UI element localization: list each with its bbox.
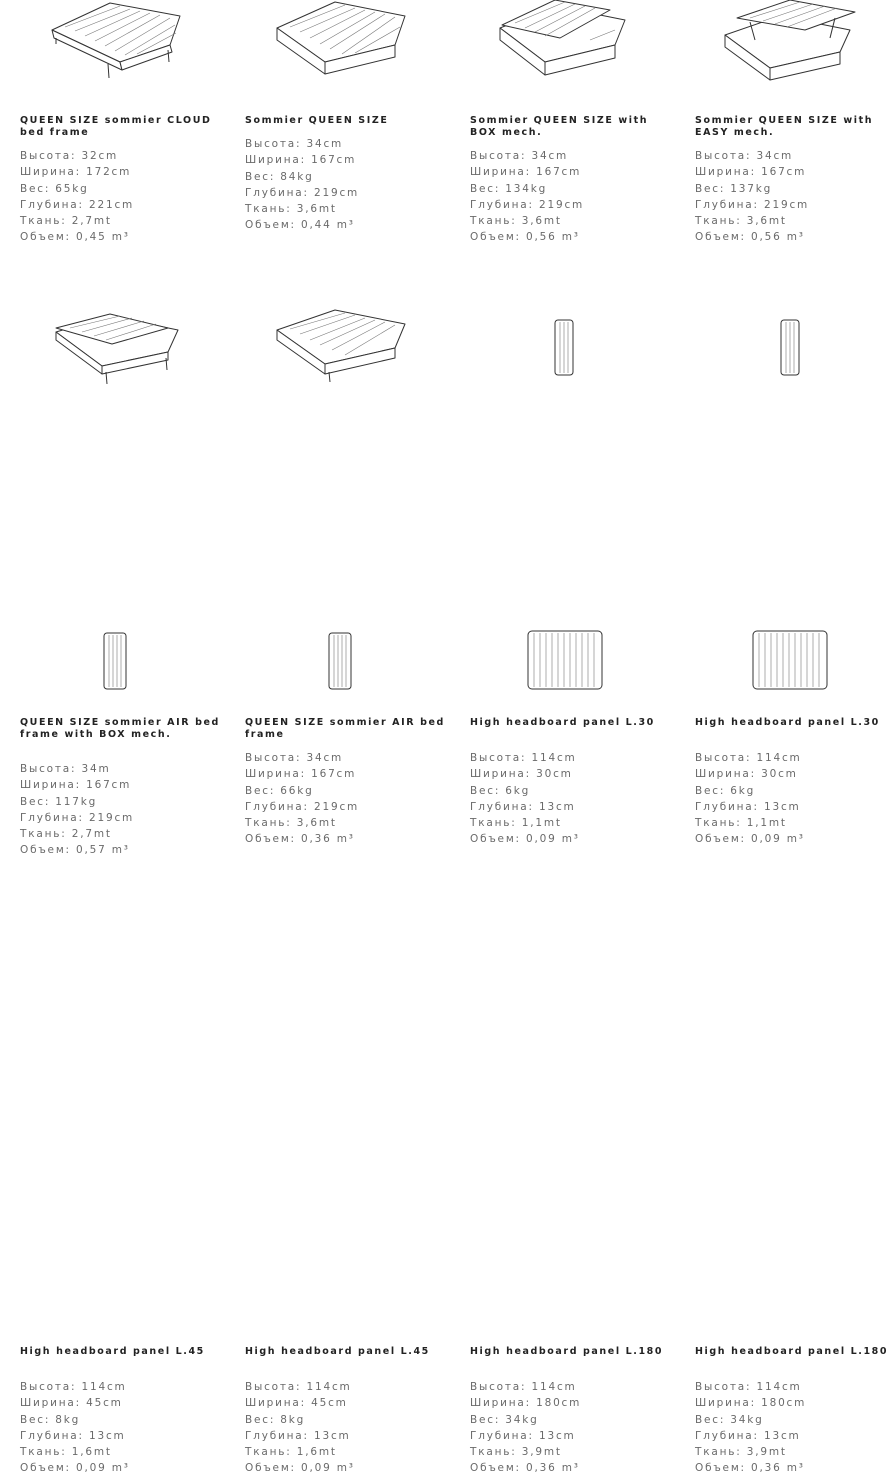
headboard-panel-medium-icon: [20, 615, 230, 725]
spec-depth: Глубина: 13cm: [20, 1429, 126, 1442]
spec-height: Высота: 34cm: [470, 150, 569, 162]
spec-weight: Вес: 34kg: [695, 1413, 764, 1426]
spec-fabric: Ткань: 2,7mt: [20, 828, 112, 841]
spec-list: [695, 148, 809, 246]
spec-height: Высота: 34m: [20, 763, 111, 775]
spec-height: Высота: 114cm: [695, 1381, 802, 1393]
spec-list: [20, 148, 134, 246]
spec-width: Ширина: 172cm: [20, 166, 132, 179]
sommier-base-icon: [245, 0, 455, 110]
product-title: Sommier QUEEN SIZE with BOX mech.: [470, 115, 649, 138]
spec-depth: Глубина: 219cm: [695, 198, 810, 211]
spec-weight: Вес: 134kg: [470, 182, 548, 195]
bed-frame-legs-icon: [20, 0, 230, 110]
headboard-panel-narrow-icon: [695, 300, 895, 410]
air-bed-frame-icon: [245, 300, 455, 410]
spec-width: Ширина: 167cm: [20, 779, 132, 792]
spec-depth: Глубина: 219cm: [20, 811, 135, 824]
spec-list: [470, 1379, 581, 1477]
spec-width: Ширина: 180cm: [470, 1397, 582, 1410]
spec-width: Ширина: 45cm: [245, 1397, 348, 1410]
spec-volume: Объем: 0,56 m³: [470, 231, 580, 244]
product-title: High headboard panel L.180: [695, 1346, 889, 1357]
spec-depth: Глубина: 219cm: [245, 186, 360, 199]
spec-fabric: Ткань: 3,9mt: [470, 1446, 562, 1459]
spec-volume: Объем: 0,45 m³: [20, 231, 130, 244]
spec-fabric: Ткань: 1,1mt: [470, 817, 562, 830]
spec-weight: Вес: 6kg: [695, 784, 756, 797]
spec-fabric: Ткань: 1,6mt: [245, 1446, 337, 1459]
headboard-panel-narrow-icon: [470, 300, 680, 410]
spec-weight: Вес: 117kg: [20, 795, 98, 808]
product-title: High headboard panel L.45: [245, 1346, 430, 1357]
product-title: High headboard panel L.30: [470, 717, 655, 728]
spec-list: [245, 1379, 355, 1477]
spec-fabric: Ткань: 3,6mt: [470, 215, 562, 228]
spec-depth: Глубина: 13cm: [470, 1429, 576, 1442]
spec-list: [245, 136, 359, 234]
spec-depth: Глубина: 221cm: [20, 198, 135, 211]
spec-height: Высота: 114cm: [20, 1381, 127, 1393]
spec-volume: Объем: 0,56 m³: [695, 231, 805, 244]
spec-depth: Глубина: 13cm: [470, 800, 576, 813]
spec-volume: Объем: 0,36 m³: [470, 1462, 580, 1475]
spec-weight: Вес: 6kg: [470, 784, 531, 797]
air-bed-box-open-icon: [20, 300, 230, 410]
spec-fabric: Ткань: 1,1mt: [695, 817, 787, 830]
headboard-panel-wide-icon: [470, 615, 680, 725]
spec-weight: Вес: 8kg: [245, 1413, 306, 1426]
spec-width: Ширина: 45cm: [20, 1397, 123, 1410]
spec-height: Высота: 114cm: [695, 752, 802, 764]
product-title: High headboard panel L.45: [20, 1346, 205, 1357]
spec-list: [245, 750, 359, 848]
spec-height: Высота: 32cm: [20, 150, 119, 162]
spec-weight: Вес: 8kg: [20, 1413, 81, 1426]
spec-weight: Вес: 66kg: [245, 784, 314, 797]
spec-volume: Объем: 0,09 m³: [470, 833, 580, 846]
spec-fabric: Ткань: 3,9mt: [695, 1446, 787, 1459]
spec-width: Ширина: 167cm: [245, 154, 357, 167]
spec-fabric: Ткань: 2,7mt: [20, 215, 112, 228]
spec-width: Ширина: 167cm: [245, 768, 357, 781]
spec-height: Высота: 114cm: [470, 752, 577, 764]
spec-weight: Вес: 84kg: [245, 170, 314, 183]
spec-weight: Вес: 137kg: [695, 182, 773, 195]
spec-depth: Глубина: 13cm: [695, 1429, 801, 1442]
spec-fabric: Ткань: 1,6mt: [20, 1446, 112, 1459]
spec-height: Высота: 114cm: [470, 1381, 577, 1393]
spec-height: Высота: 34cm: [245, 752, 344, 764]
spec-fabric: Ткань: 3,6mt: [245, 203, 337, 216]
spec-list: [20, 761, 134, 859]
spec-width: Ширина: 167cm: [470, 166, 582, 179]
spec-fabric: Ткань: 3,6mt: [695, 215, 787, 228]
spec-width: Ширина: 180cm: [695, 1397, 807, 1410]
spec-depth: Глубина: 219cm: [245, 800, 360, 813]
spec-volume: Объем: 0,57 m³: [20, 844, 130, 857]
spec-depth: Глубина: 13cm: [695, 800, 801, 813]
product-title: Sommier QUEEN SIZE with EASY mech.: [695, 115, 874, 138]
sommier-box-open-icon: [470, 0, 680, 110]
spec-list: [470, 750, 580, 848]
spec-volume: Объем: 0,44 m³: [245, 219, 355, 232]
product-title: QUEEN SIZE sommier AIR bed frame with BOX mech.: [20, 717, 220, 740]
spec-height: Высота: 114cm: [245, 1381, 352, 1393]
product-title: Sommier QUEEN SIZE: [245, 115, 389, 126]
spec-list: [470, 148, 584, 246]
product-title: High headboard panel L.30: [695, 717, 880, 728]
product-grid: [20, 0, 895, 1475]
spec-depth: Глубина: 219cm: [470, 198, 585, 211]
spec-list: [695, 1379, 806, 1477]
spec-depth: Глубина: 13cm: [245, 1429, 351, 1442]
spec-volume: Объем: 0,09 m³: [20, 1462, 130, 1475]
spec-list: [20, 1379, 130, 1477]
spec-width: Ширина: 30cm: [470, 768, 573, 781]
spec-weight: Вес: 34kg: [470, 1413, 539, 1426]
spec-list: [695, 750, 805, 848]
headboard-panel-medium-icon: [245, 615, 455, 725]
product-title: QUEEN SIZE sommier CLOUD bed frame: [20, 115, 212, 138]
product-title: High headboard panel L.180: [470, 1346, 664, 1357]
spec-fabric: Ткань: 3,6mt: [245, 817, 337, 830]
spec-volume: Объем: 0,09 m³: [695, 833, 805, 846]
spec-weight: Вес: 65kg: [20, 182, 89, 195]
spec-height: Высота: 34cm: [245, 138, 344, 150]
spec-volume: Объем: 0,36 m³: [245, 833, 355, 846]
headboard-panel-wide-icon: [695, 615, 895, 725]
spec-height: Высота: 34cm: [695, 150, 794, 162]
product-title: QUEEN SIZE sommier AIR bed frame: [245, 717, 445, 740]
spec-volume: Объем: 0,36 m³: [695, 1462, 805, 1475]
spec-width: Ширина: 167cm: [695, 166, 807, 179]
spec-width: Ширина: 30cm: [695, 768, 798, 781]
spec-volume: Объем: 0,09 m³: [245, 1462, 355, 1475]
sommier-easy-lift-icon: [695, 0, 895, 110]
